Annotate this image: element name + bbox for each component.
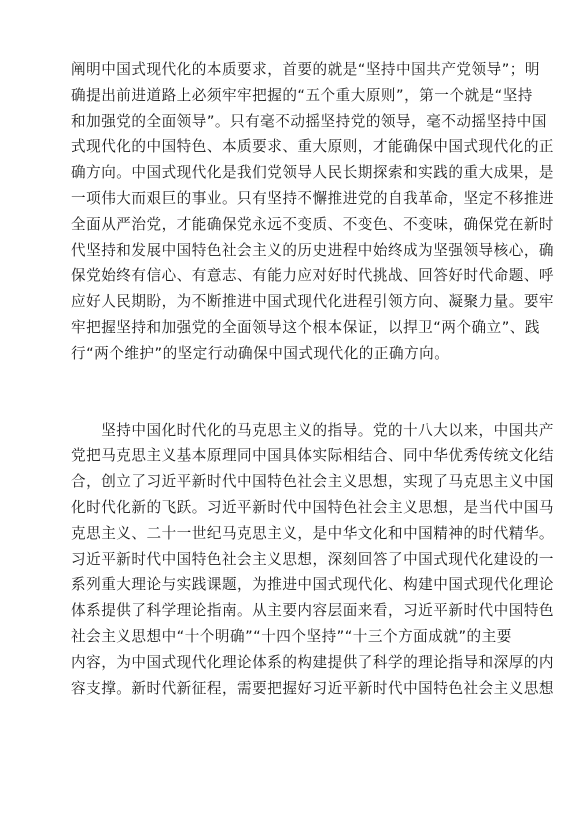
text-line: 习近平新时代中国特色社会主义思想，深刻回答了中国式现代化建设的一 [71, 550, 555, 568]
text-line: 党把马克思主义基本原理同中国具体实际相结合、同中华优秀传统文化结 [71, 447, 555, 465]
text-line: 体系提供了科学理论指南。从主要内容层面来看，习近平新时代中国特色 [71, 602, 555, 620]
text-line: 坚持中国化时代化的马克思主义的指导。党的十八大以来，中国共产 [71, 421, 555, 439]
text-line: 确方向。中国式现代化是我们党领导人民长期探索和实践的重大成果，是 [71, 164, 555, 182]
text-line: 全面从严治党，才能确保党永远不变质、不变色、不变味，确保党在新时 [71, 215, 555, 233]
text-line: 阐明中国式现代化的本质要求，首要的就是“坚持中国共产党领导”；明 [71, 61, 540, 78]
text-line: 保党始终有信心、有意志、有能力应对好时代挑战、回答好时代命题、呼 [71, 267, 555, 285]
text-line: 确提出前进道路上必须牢牢把握的“五个重大原则”，第一个就是“坚持 [71, 86, 533, 104]
text-line: 系列重大理论与实践课题，为推进中国式现代化、构建中国式现代化理论 [71, 576, 555, 594]
text-line: 和加强党的全面领导”。只有毫不动摇坚持党的领导，毫不动摇坚持中国 [71, 112, 547, 130]
paragraph-1 [71, 57, 555, 367]
text-line: 一项伟大而艰巨的事业。只有坚持不懈推进党的自我革命，坚定不移推进 [71, 189, 555, 207]
text-line: 式现代化的中国特色、本质要求、重大原则，才能确保中国式现代化的正 [71, 138, 555, 156]
text-line: 行“两个维护”的坚定行动确保中国式现代化的正确方向。 [71, 344, 450, 362]
text-line: 克思主义、二十一世纪马克思主义，是中华文化和中国精神的时代精华。 [71, 524, 555, 542]
text-line: 容支撑。新时代新征程，需要把握好习近平新时代中国特色社会主义思想 [71, 679, 555, 697]
text-line: 应好人民期盼，为不断推进中国式现代化进程引领方向、凝聚力量。要牢 [71, 293, 555, 311]
paragraph-2 [71, 418, 555, 702]
text-line: 内容，为中国式现代化理论体系的构建提供了科学的理论指导和深厚的内 [71, 653, 555, 671]
text-line: 牢把握坚持和加强党的全面领导这个根本保证，以捍卫“两个确立”、践 [71, 318, 540, 336]
text-line: 合，创立了习近平新时代中国特色社会主义思想，实现了马克思主义中国 [71, 473, 555, 491]
paragraph-spacer [71, 367, 508, 418]
text-line: 化时代化新的飞跃。习近平新时代中国特色社会主义思想，是当代中国马 [71, 498, 555, 516]
text-line: 社会主义思想中“十个明确”“十四个坚持”“十三个方面成就”的主要 [71, 627, 512, 645]
text-line: 代坚持和发展中国特色社会主义的历史进程中始终成为坚强领导核心，确 [71, 241, 555, 259]
document-page [71, 57, 555, 701]
